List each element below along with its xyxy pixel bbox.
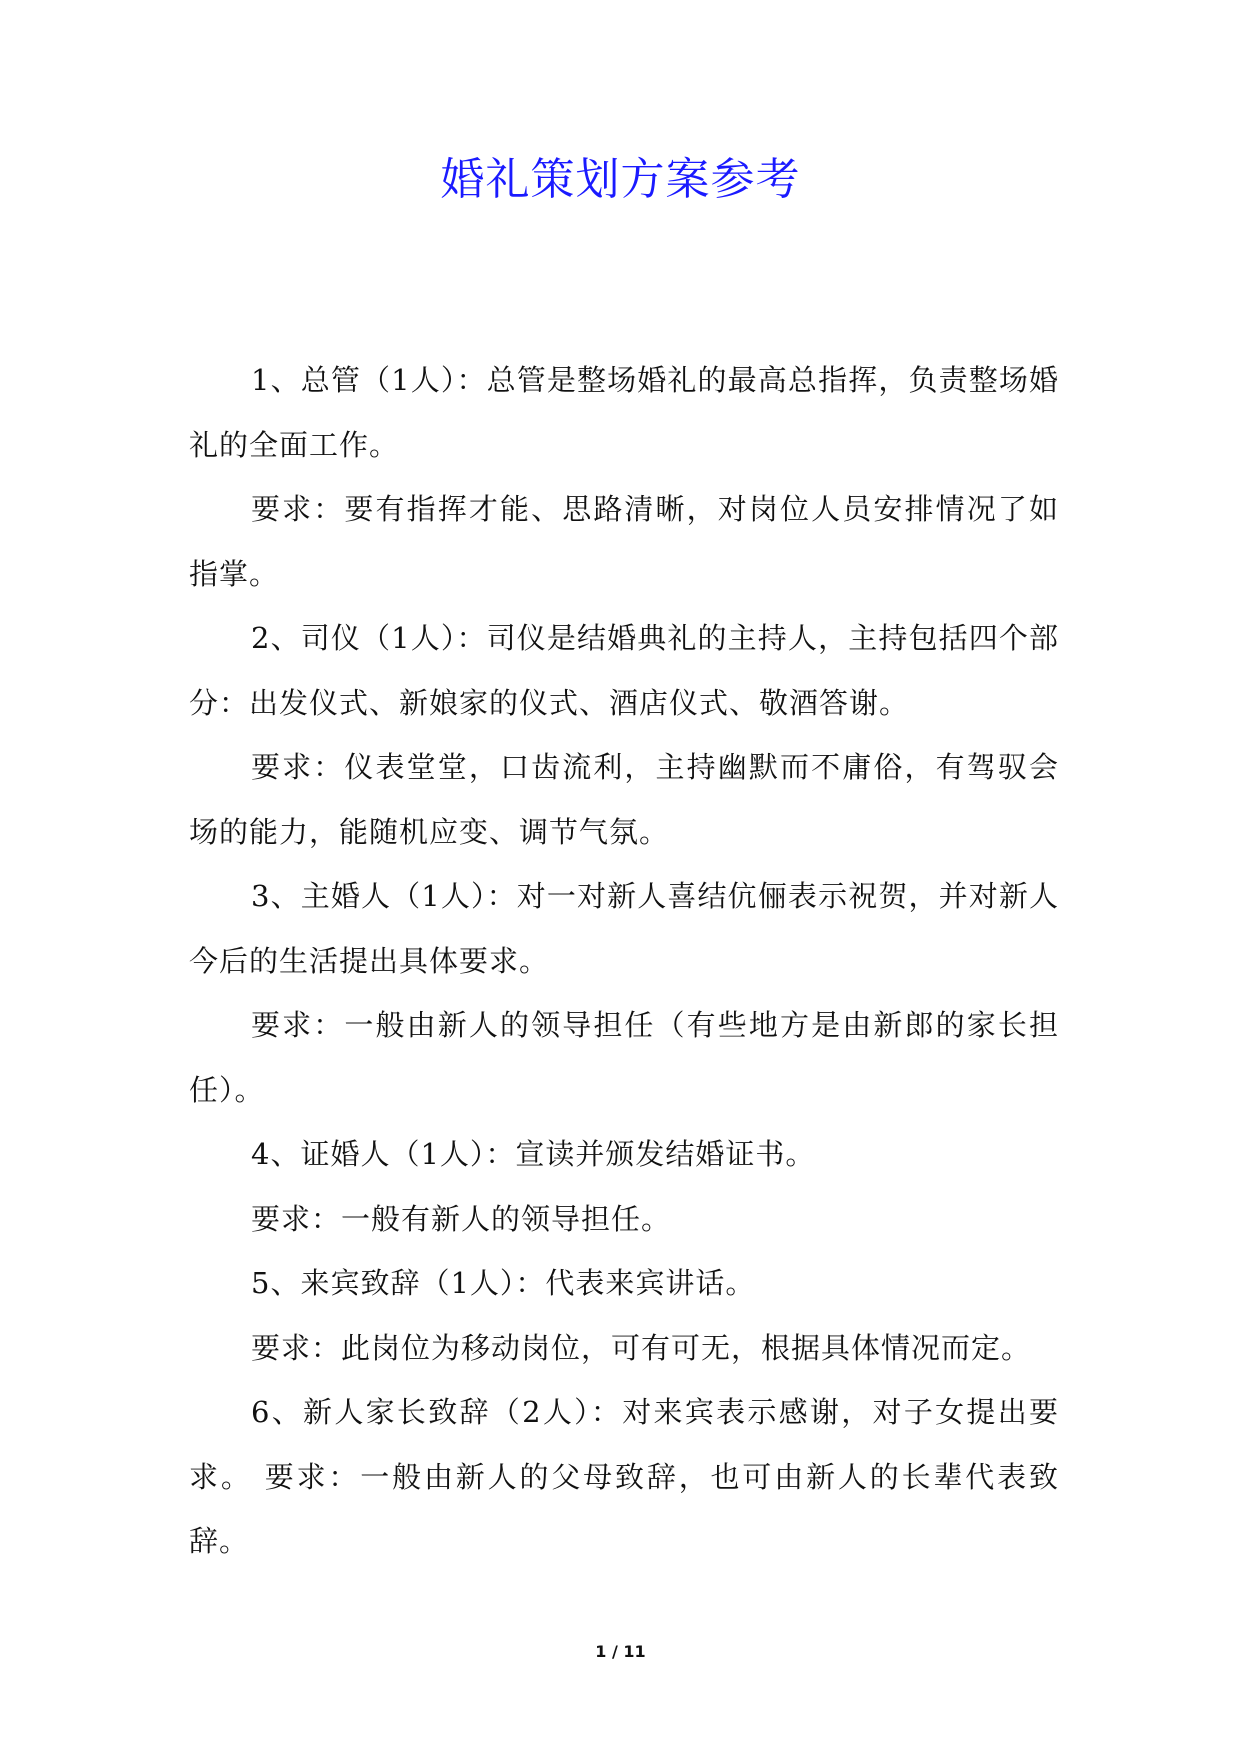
paragraph-1: 1、总管（1人）：总管是整场婚礼的最高总指挥，负责整场婚礼的全面工作。	[189, 363, 1059, 462]
paragraph-10: 要求：此岗位为移动岗位，可有可无，根据具体情况而定。	[251, 1330, 1032, 1365]
document-body	[189, 348, 1059, 1574]
paragraph-4: 要求：仪表堂堂，口齿流利，主持幽默而不庸俗，有驾驭会场的能力，能随机应变、调节气氛。	[189, 750, 1059, 849]
paragraph-2: 要求：要有指挥才能、思路清晰，对岗位人员安排情况了如指掌。	[189, 492, 1059, 591]
paragraph-8: 要求：一般有新人的领导担任。	[251, 1201, 672, 1236]
paragraph-9: 5、来宾致辞（1人）：代表来宾讲话。	[251, 1266, 756, 1300]
document-title: 婚礼策划方案参考	[440, 154, 801, 205]
paragraph-11: 6、新人家长致辞（2人）：对来宾表示感谢，对子女提出要求。 要求：一般由新人的父母致辞，也可由新人的长辈代表致辞。	[189, 1395, 1059, 1558]
paragraph-3: 2、司仪（1人）：司仪是结婚典礼的主持人，主持包括四个部分：出发仪式、新娘家的仪式、酒店仪式、敬酒答谢。	[189, 621, 1059, 720]
paragraph-5: 3、主婚人（1人）：对一对新人喜结伉俪表示祝贺，并对新人今后的生活提出具体要求。	[189, 879, 1059, 978]
paragraph-6: 要求：一般由新人的领导担任（有些地方是由新郎的家长担任）。	[189, 1008, 1059, 1107]
paragraph-7: 4、证婚人（1人）：宣读并颁发结婚证书。	[251, 1137, 816, 1171]
page-indicator: 1 / 11	[595, 1642, 646, 1661]
